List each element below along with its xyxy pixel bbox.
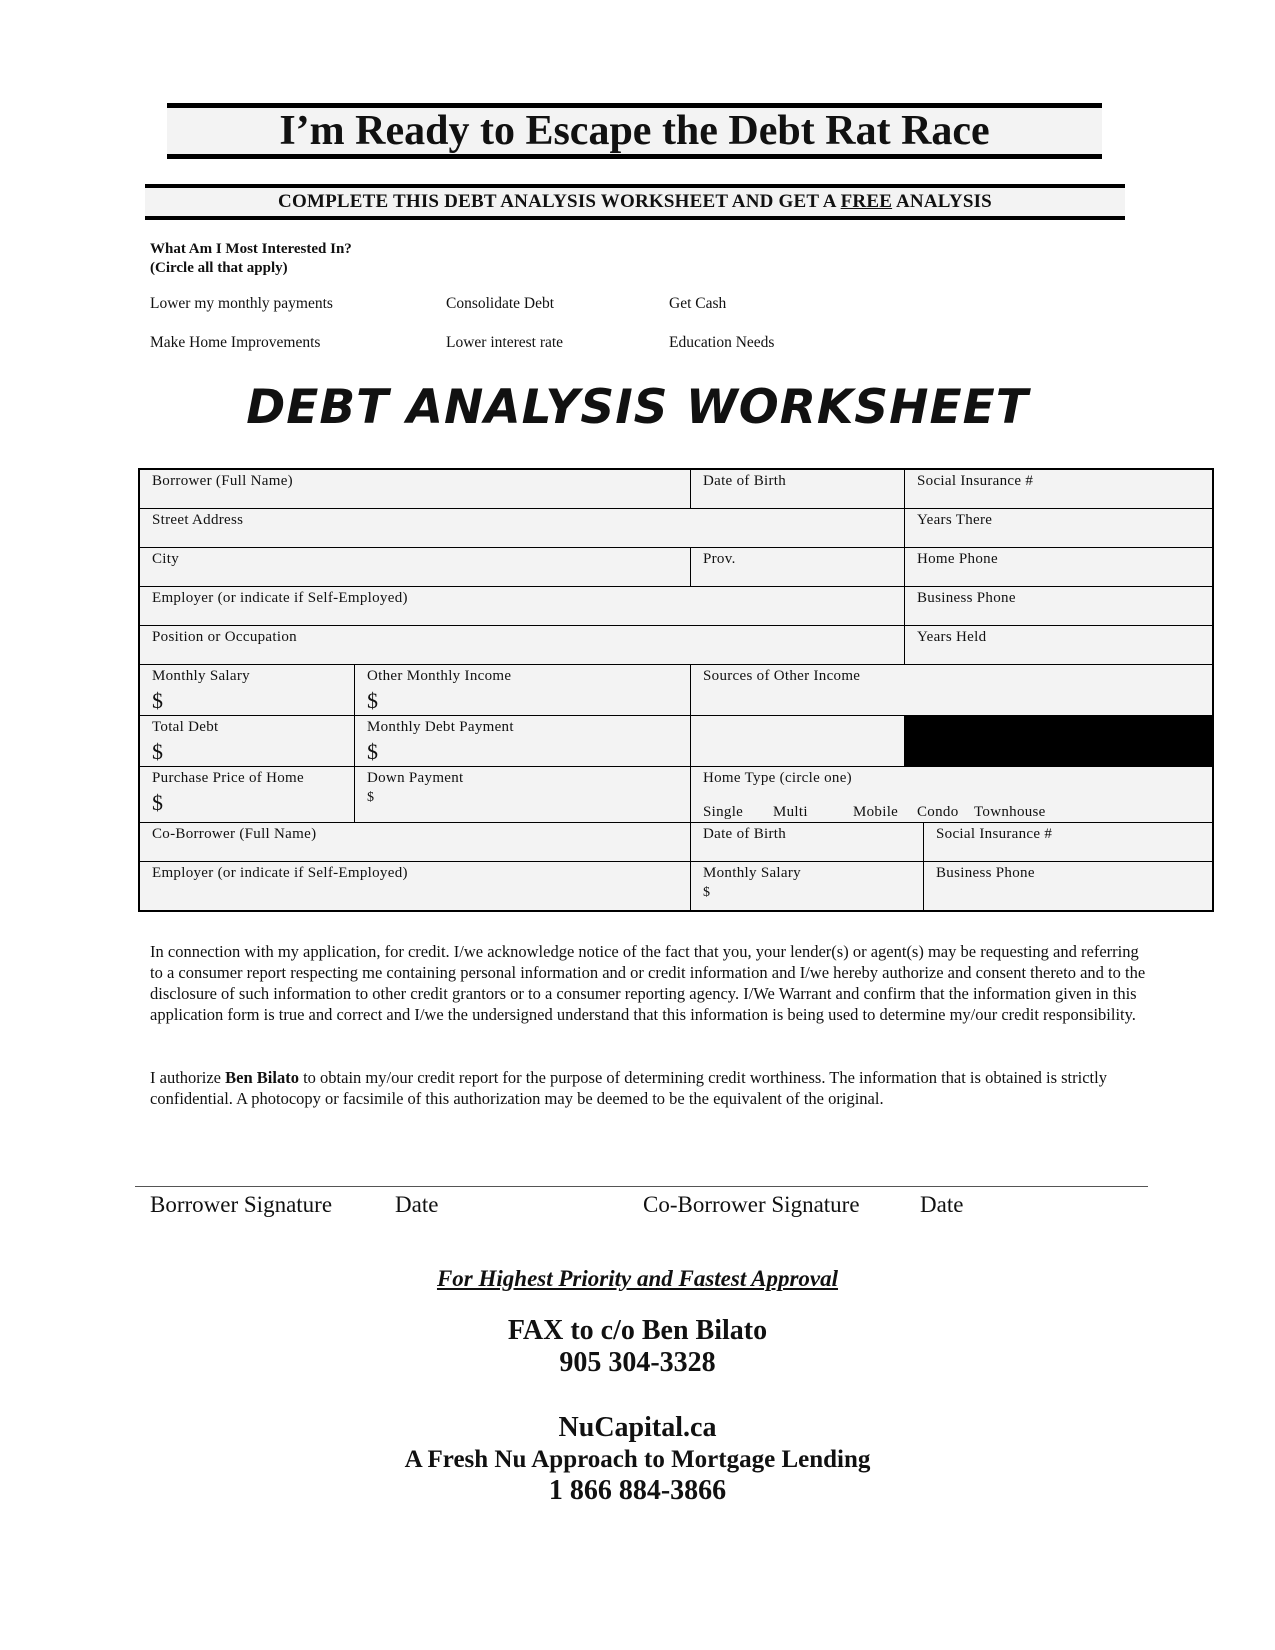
subtitle-banner (145, 184, 1125, 220)
label-other-income: Other Monthly Income (367, 668, 512, 684)
home-type-multi[interactable]: Multi (773, 804, 808, 820)
label-down-payment: Down Payment (367, 770, 464, 786)
field-co-business-phone[interactable] (924, 862, 1213, 912)
home-type-single[interactable]: Single (703, 804, 744, 820)
label-total-debt: Total Debt (152, 719, 219, 735)
label-co-borrower-name: Co-Borrower (Full Name) (152, 826, 317, 842)
auth-pre: I authorize (150, 1068, 226, 1087)
subtitle-pre: COMPLETE THIS DEBT ANALYSIS WORKSHEET AND GET A (278, 191, 841, 212)
label-borrower-name: Borrower (Full Name) (152, 473, 293, 489)
label-purchase-price: Purchase Price of Home (152, 770, 304, 786)
date-label-1: Date (395, 1192, 439, 1217)
dollar-sign: $ (703, 885, 711, 900)
label-employer: Employer (or indicate if Self-Employed) (152, 590, 408, 606)
subtitle-post: ANALYSIS (892, 191, 992, 212)
website: NuCapital.ca (558, 1412, 717, 1443)
field-purchase-price[interactable] (140, 767, 355, 823)
dollar-sign: $ (152, 790, 164, 815)
label-co-employer: Employer (or indicate if Self-Employed) (152, 865, 408, 881)
field-total-debt[interactable] (140, 716, 355, 767)
field-city[interactable] (140, 548, 691, 587)
option-lower-payments[interactable]: Lower my monthly payments (150, 295, 333, 312)
label-years-there: Years There (917, 512, 993, 528)
label-co-monthly-salary: Monthly Salary (703, 865, 801, 881)
dollar-sign: $ (152, 688, 164, 713)
blacked-out-cell (905, 716, 1213, 767)
option-lower-interest[interactable]: Lower interest rate (446, 334, 564, 351)
field-employer[interactable] (140, 587, 905, 626)
label-co-sin: Social Insurance # (936, 826, 1053, 842)
field-sources-other-income[interactable] (691, 665, 1213, 716)
label-street-address: Street Address (152, 512, 244, 528)
label-co-date-of-birth: Date of Birth (703, 826, 787, 842)
worksheet-title: DEBT ANALYSIS WORKSHEET (246, 380, 1029, 435)
field-down-payment[interactable] (355, 767, 691, 823)
fax-number: 905 304-3328 (559, 1347, 716, 1378)
label-position: Position or Occupation (152, 629, 297, 645)
field-blank[interactable] (691, 716, 905, 767)
label-date-of-birth: Date of Birth (703, 473, 787, 489)
field-co-sin[interactable] (924, 823, 1213, 862)
home-type-townhouse[interactable]: Townhouse (974, 804, 1046, 820)
label-city: City (152, 551, 180, 567)
label-home-type: Home Type (circle one) (703, 770, 852, 786)
label-monthly-debt-payment: Monthly Debt Payment (367, 719, 514, 735)
field-borrower-name[interactable] (140, 470, 691, 509)
auth-post: to obtain my/our credit report for the purpose of determining credit worthiness. The information that is obtained is strictly confidential. A photocopy or facsimile of this authorization may be deemed to be the equivalent of the original. (150, 1068, 1107, 1108)
toll-free-number: 1 866 884-3866 (548, 1475, 727, 1506)
dollar-sign: $ (367, 739, 379, 764)
field-other-income[interactable] (355, 665, 691, 716)
priority-heading: For Highest Priority and Fastest Approval (436, 1266, 839, 1291)
field-street-address[interactable] (140, 509, 905, 548)
field-co-monthly-salary[interactable] (691, 862, 924, 912)
option-get-cash[interactable]: Get Cash (669, 295, 727, 312)
signature-line[interactable] (135, 1186, 1148, 1187)
consent-paragraph: In connection with my application, for credit. I/we acknowledge notice of the fact that you, your lender(s) or agent(s) may be requesting and referring to a consumer report respecting me containing personal information and or credit information and I/we hereby authorize and consent thereto and to the disclosure of such information to other credit grantors or to a consumer reporting agency. I/We Warrant and confirm that the information given in this application form is true and correct and I/we the undersigned understand that this information is being used to determine my/our credit responsibility. (150, 942, 1146, 1024)
field-years-held[interactable] (905, 626, 1213, 665)
subtitle-free: FREE (840, 191, 893, 212)
option-consolidate-debt[interactable]: Consolidate Debt (446, 295, 555, 312)
field-years-there[interactable] (905, 509, 1213, 548)
field-prov[interactable] (691, 548, 905, 587)
field-monthly-salary[interactable] (140, 665, 355, 716)
tagline: A Fresh Nu Approach to Mortgage Lending (404, 1446, 871, 1473)
borrower-signature-label: Borrower Signature (150, 1192, 333, 1217)
field-date-of-birth[interactable] (691, 470, 905, 509)
worksheet-form (138, 468, 1214, 912)
dollar-sign: $ (367, 790, 375, 805)
field-business-phone[interactable] (905, 587, 1213, 626)
label-prov: Prov. (703, 551, 736, 567)
label-business-phone: Business Phone (917, 590, 1016, 606)
fax-label: FAX to c/o Ben Bilato (507, 1315, 768, 1346)
field-home-type (691, 767, 1213, 823)
field-co-date-of-birth[interactable] (691, 823, 924, 862)
option-home-improvements[interactable]: Make Home Improvements (150, 334, 321, 351)
field-home-phone[interactable] (905, 548, 1213, 587)
label-sin: Social Insurance # (917, 473, 1034, 489)
label-sources-other-income: Sources of Other Income (703, 668, 861, 684)
auth-name: Ben Bilato (225, 1068, 299, 1087)
interest-hint: (Circle all that apply) (150, 260, 288, 276)
co-borrower-signature-label: Co-Borrower Signature (643, 1192, 860, 1217)
field-monthly-debt-payment[interactable] (355, 716, 691, 767)
label-home-phone: Home Phone (917, 551, 998, 567)
dollar-sign: $ (152, 739, 164, 764)
page-title: I’m Ready to Escape the Debt Rat Race (167, 103, 1102, 159)
field-co-borrower-name[interactable] (140, 823, 691, 862)
home-type-options (703, 804, 1046, 821)
authorization-paragraph (150, 1067, 1150, 1109)
label-years-held: Years Held (917, 629, 987, 645)
interest-question-text: What Am I Most Interested In? (150, 241, 352, 257)
home-type-condo[interactable]: Condo (917, 804, 959, 820)
field-sin[interactable] (905, 470, 1213, 509)
option-education-needs[interactable]: Education Needs (669, 334, 775, 351)
field-co-employer[interactable] (140, 862, 691, 912)
dollar-sign: $ (367, 688, 379, 713)
field-position[interactable] (140, 626, 905, 665)
label-monthly-salary: Monthly Salary (152, 668, 250, 684)
label-co-business-phone: Business Phone (936, 865, 1035, 881)
home-type-mobile[interactable]: Mobile (853, 804, 899, 820)
date-label-2: Date (920, 1192, 964, 1217)
interest-question (150, 240, 352, 278)
